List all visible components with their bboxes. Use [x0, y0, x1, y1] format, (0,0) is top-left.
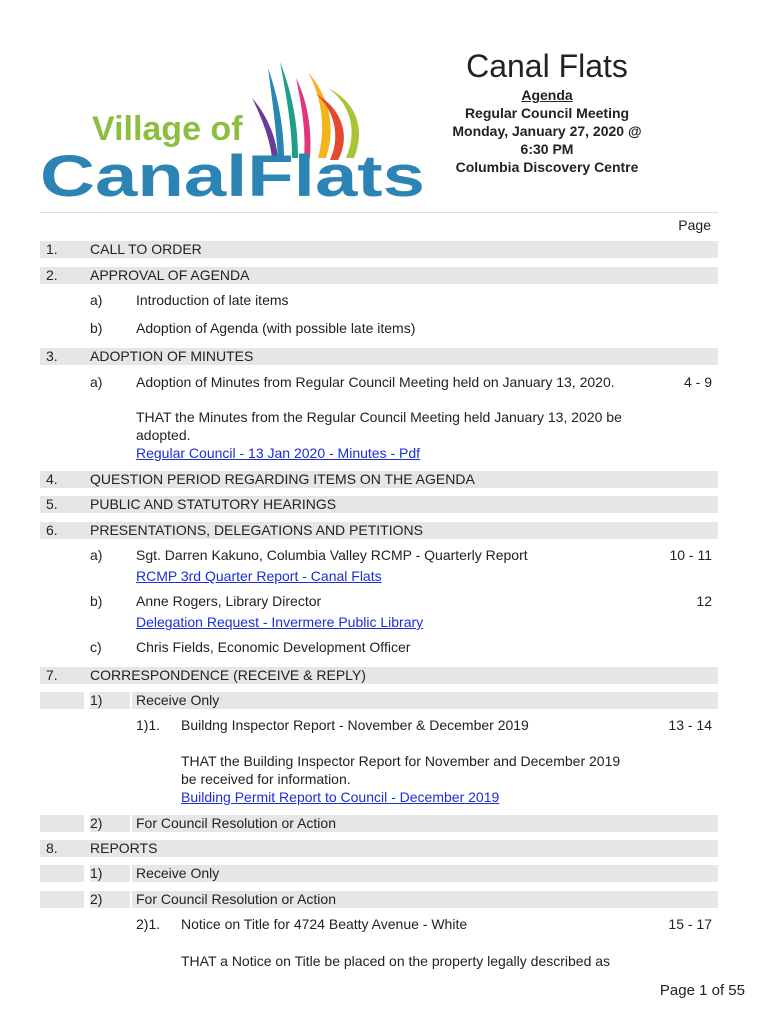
subitem-text: Buildng Inspector Report - November & December 2019: [181, 717, 529, 733]
page-indicator: Page 1 of 55: [659, 982, 745, 999]
header-divider: [40, 212, 718, 213]
page-column-label: Page: [678, 217, 711, 233]
meeting-title-block: [437, 46, 657, 176]
subsection-bar: [40, 815, 84, 832]
subitem-text: Adoption of Agenda (with possible late items): [136, 320, 416, 336]
subitem-letter: a): [90, 292, 103, 308]
motion-text: [181, 952, 651, 970]
subitem-text: Adoption of Minutes from Regular Council Meeting held on January 13, 2020.: [136, 374, 615, 390]
page-range: 12: [696, 593, 712, 609]
subsection-number: 2): [90, 891, 103, 907]
page-range: 13 - 14: [668, 717, 712, 733]
subsection-number: 1): [90, 692, 103, 708]
subsection-bar: [132, 865, 718, 882]
subsection-title: Receive Only: [136, 865, 220, 881]
minutes-attachment-link[interactable]: Regular Council - 13 Jan 2020 - Minutes - Pdf: [136, 445, 421, 461]
item-number: 2.: [46, 267, 58, 283]
agenda-heading: Agenda: [521, 87, 573, 103]
subsection-bar: [40, 891, 84, 908]
subitem-text: Chris Fields, Economic Development Officer: [136, 639, 411, 655]
page-range: 15 - 17: [668, 916, 712, 932]
svg-text:Village of: Village of: [92, 110, 243, 148]
item-number: 1.: [46, 241, 58, 257]
item-number: 8.: [46, 840, 58, 856]
subitem-text: Introduction of late items: [136, 292, 289, 308]
subsection-number: 2): [90, 815, 103, 831]
motion-line: THAT the Building Inspector Report for November and December 2019: [181, 753, 621, 769]
motion-line: be received for information.: [181, 771, 351, 787]
motion-line: THAT a Notice on Title be placed on the property legally described as: [181, 953, 611, 969]
subitem-letter: a): [90, 374, 103, 390]
village-logo: [40, 58, 430, 208]
subsection-title: For Council Resolution or Action: [136, 815, 336, 831]
item-title: REPORTS: [90, 840, 158, 856]
subsection-title: Receive Only: [136, 692, 220, 708]
page-range: 4 - 9: [683, 374, 712, 390]
meeting-date: Monday, January 27, 2020 @: [452, 123, 642, 139]
delegation-request-link[interactable]: Delegation Request - Invermere Public Library: [136, 614, 424, 630]
item-title: QUESTION PERIOD REGARDING ITEMS ON THE AGENDA: [90, 471, 475, 487]
subitem-number: 1)1.: [136, 717, 161, 733]
item-title: CALL TO ORDER: [90, 241, 202, 257]
subitem-letter: b): [90, 593, 103, 609]
building-permit-report-link[interactable]: Building Permit Report to Council - December 2019: [181, 789, 500, 805]
subitem-text: Notice on Title for 4724 Beatty Avenue - White: [181, 916, 468, 932]
subsection-bar: [40, 692, 84, 709]
subitem-letter: b): [90, 320, 103, 336]
subitem-text: Sgt. Darren Kakuno, Columbia Valley RCMP - Quarterly Report: [136, 547, 528, 563]
subitem-letter: c): [90, 639, 102, 655]
item-title: PRESENTATIONS, DELEGATIONS AND PETITIONS: [90, 522, 423, 538]
item-number: 6.: [46, 522, 58, 538]
item-title: ADOPTION OF MINUTES: [90, 348, 254, 364]
subitem-text: Anne Rogers, Library Director: [136, 593, 322, 609]
item-title: CORRESPONDENCE (RECEIVE & REPLY): [90, 667, 366, 683]
meeting-venue: Columbia Discovery Centre: [455, 159, 639, 175]
motion-text: [136, 408, 636, 462]
item-title: APPROVAL OF AGENDA: [90, 267, 250, 283]
item-title: PUBLIC AND STATUTORY HEARINGS: [90, 496, 337, 512]
meeting-time: 6:30 PM: [520, 141, 574, 157]
subsection-bar: [132, 692, 718, 709]
svg-text:CanalFlats: CanalFlats: [40, 144, 425, 208]
motion-text: [181, 752, 651, 806]
subsection-number: 1): [90, 865, 103, 881]
motion-line: THAT the Minutes from the Regular Council Meeting held January 13, 2020 be: [136, 409, 622, 425]
item-number: 7.: [46, 667, 58, 683]
item-number: 3.: [46, 348, 58, 364]
page-range: 10 - 11: [669, 547, 712, 563]
item-number: 4.: [46, 471, 58, 487]
subitem-letter: a): [90, 547, 103, 563]
meeting-type: Regular Council Meeting: [464, 105, 630, 121]
town-name: Canal Flats: [466, 48, 628, 84]
subitem-number: 2)1.: [136, 916, 161, 932]
subsection-bar: [40, 865, 84, 882]
rcmp-report-link[interactable]: RCMP 3rd Quarter Report - Canal Flats: [136, 568, 382, 584]
item-number: 5.: [46, 496, 58, 512]
subsection-title: For Council Resolution or Action: [136, 891, 336, 907]
motion-line: adopted.: [136, 427, 191, 443]
